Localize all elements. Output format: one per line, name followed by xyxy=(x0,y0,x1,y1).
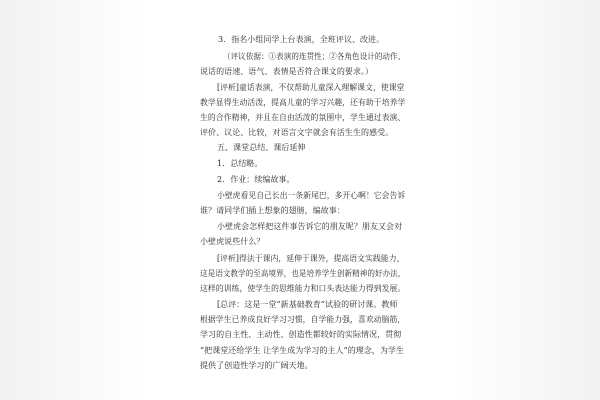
story-prompt-line-3: 小壁虎会怎样把这件事告诉它的朋友呢？朋友又会对 xyxy=(217,222,403,231)
step-3-line: 3．指名小组同学上台表演，全班评议、改进。 xyxy=(218,35,385,44)
comment-1-line-1: [评析]童话表演，不仅帮助儿童深入理解课文，使课堂 xyxy=(217,83,405,92)
overall-comment-line-2: 根据学生已养成良好学习习惯，自学能力强，喜欢动脑筋， xyxy=(200,315,406,324)
comment-1-line-3: 生的合作精神，并且在自由活泼的氛围中，学生通过表演、 xyxy=(200,113,406,122)
overall-comment-line-3: 学习的自主性、主动性、创造性都较好的实际情况，贯彻 xyxy=(200,330,402,339)
comment-2-line-1: [评析]得法于课内，延伸于课外，提高语文实践能力， xyxy=(217,254,405,263)
comment-2-line-2: 这是语文教学的至高境界，也是培养学生创新精神的好办法， xyxy=(200,269,406,278)
page-margin-shade-right xyxy=(450,0,600,400)
section-5-heading: 五、课堂总结、课后延伸 xyxy=(217,143,306,152)
overall-comment-line-1: [总评：这是一堂“新基础教育”试验的研讨课。教师 xyxy=(217,300,398,309)
story-prompt-line-4: 小壁虎说些什么？ xyxy=(200,237,265,246)
comment-1-line-2: 教学显得生动活泼，提高儿童的学习兴趣，还有助于培养学 xyxy=(200,98,406,107)
comment-2-line-3: 这样的训练，使学生的思维能力和口头表达能力得到发展。 xyxy=(200,284,406,293)
overall-comment-line-5: 提供了创造性学习的广阔天地。 xyxy=(200,361,313,370)
story-prompt-line-1: 小壁虎看见自己长出一条新尾巴，多开心啊！它会告诉 xyxy=(217,191,406,200)
overall-comment-line-4: “把课堂还给学生 让学生成为学习的主人”的理念，为学生 xyxy=(200,346,405,355)
summary-item: 1．总结略。 xyxy=(217,159,263,168)
page-margin-shade-left xyxy=(0,0,150,400)
evaluation-basis-line-1: （评议依据：①表演的连贯性；②各角色设计的动作、 xyxy=(223,52,406,61)
evaluation-basis-line-2: 说话的语速、语气、表情是否符合课文的要求。） xyxy=(200,67,374,76)
story-prompt-line-2: 谁？请同学们插上想象的翅膀，编故事： xyxy=(200,206,345,215)
comment-1-line-4: 评价、议论、比较，对语言文字就会有活生生的感受。 xyxy=(200,128,394,137)
homework-item: 2．作业：续编故事。 xyxy=(217,175,295,184)
